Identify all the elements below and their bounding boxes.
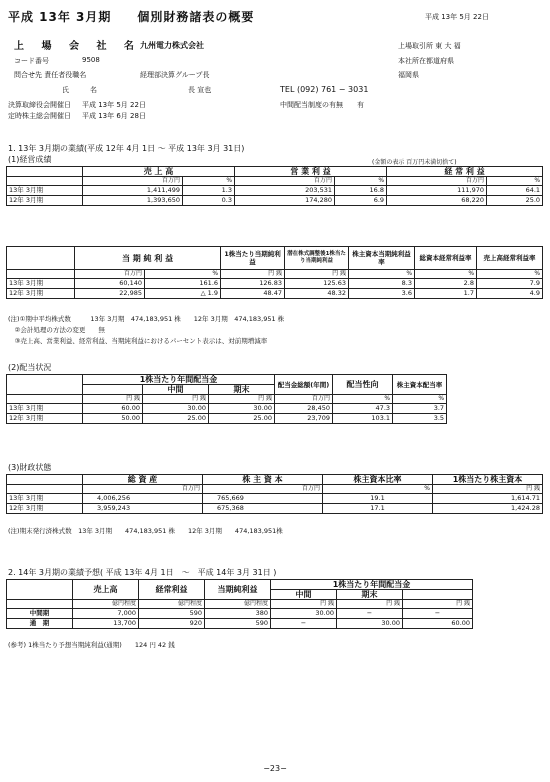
code-label: コード番号: [14, 57, 49, 65]
col-forecast-interim: 中間: [271, 590, 337, 600]
table-row: 13年 3月期 1,411,499 1.3 203,531 16.8 111,970 64.1: [7, 186, 543, 196]
tel: TEL (092) 761 − 3031: [280, 85, 369, 94]
col-forecast-net: 当期純利益: [205, 580, 271, 600]
col-forecast-sales: 売上高: [73, 580, 139, 600]
col-equity: 株 主 資 本: [203, 475, 323, 485]
col-operating-income: 営 業 利 益: [235, 167, 387, 177]
col-sales: 売 上 高: [83, 167, 235, 177]
table-row: 13年 3月期 60,140 161.6 126.83 125.63 8.3 2.8 7.9: [7, 279, 543, 289]
results-table-2: 当 期 純 利 益 1株当たり当期純利益 潜在株式調整後1株当たり当期純利益 株主資本当期純利益率 総資本経常利益率 売上高経常利益率 百万円 % 円 銭 円 銭 % % % 13年 3月期 60,140 161.6 126.83 125.63 8.3 2.8 7.9 12年 3月期 22,985 △ 1.9 48.47 48.32 3.6 1.7 4.9: [6, 246, 543, 299]
results-table-1: 売 上 高 営 業 利 益 経 常 利 益 百万円 % 百万円 % 百万円 % 13年 3月期 1,411,499 1.3 203,531 16.8 111,970 64.1 12年 3月期 1,393,650 0.3 174,280 6.9 68,220 25.0: [6, 166, 543, 206]
section-1-heading: 1. 13年 3月期の業績(平成 12年 4月 1日 〜 平成 13年 3月 31日): [8, 144, 245, 153]
table-row: 12年 3月期 50.00 25.00 25.00 23,709 103.1 3.5: [7, 414, 447, 424]
contact-name: 長 宣也: [188, 86, 212, 94]
board-date: 平成 13年 5月 22日: [82, 101, 146, 109]
col-equity-ratio: 株主資本比率: [323, 475, 433, 485]
table-row: 12年 3月期 22,985 △ 1.9 48.47 48.32 3.6 1.7 4.9: [7, 289, 543, 299]
col-final: 期末: [209, 385, 275, 395]
col-eps: 1株当たり当期純利益: [221, 247, 285, 270]
table-row: 通 期 13,700 920 590 − 30.00 60.00: [7, 619, 473, 629]
hq-label: 本社所在都道府県: [398, 57, 454, 65]
col-roa: 総資本経常利益率: [415, 247, 477, 270]
shares-note: (注)期末発行済株式数 13年 3月期 474,183,951 株 12年 3月期 474,183,951株: [8, 527, 283, 535]
note-2: ②会計処理の方法の変更 無: [8, 326, 105, 334]
financial-table: 総 資 産 株 主 資 本 株主資本比率 1株当たり株主資本 百万円 百万円 % 円 銭 13年 3月期 4,006,256 765,669 19.1 1,614.71 12年 3月期 3,959,243 675,368 17.1 1,424.28: [6, 474, 543, 514]
table-row: 中間期 7,000 590 380 30.00 − −: [7, 609, 473, 619]
table-row: 13年 3月期 4,006,256 765,669 19.1 1,614.71: [7, 494, 543, 504]
col-margin: 売上高経常利益率: [477, 247, 543, 270]
table-row: 12年 3月期 3,959,243 675,368 17.1 1,424.28: [7, 504, 543, 514]
section-financial: (3)財政状態: [8, 463, 52, 472]
col-bps: 1株当たり株主資本: [433, 475, 543, 485]
table-row: 13年 3月期 60.00 30.00 30.00 28,450 47.3 3.7: [7, 404, 447, 414]
col-total-assets: 総 資 産: [83, 475, 203, 485]
note-1: (注)①期中平均株式数 13年 3月期 474,183,951 株 12年 3月期 474,183,951 株: [8, 315, 285, 323]
board-label: 決算取締役会開催日: [8, 101, 71, 109]
col-ordinary-income: 経 常 利 益: [387, 167, 543, 177]
doc-title: 平成 13年 3月期 個別財務諸表の概要: [8, 10, 255, 24]
col-dividend-ratio: 株主資本配当率: [393, 375, 447, 395]
col-forecast-ordinary: 経常利益: [139, 580, 205, 600]
page-number: −23−: [263, 764, 287, 773]
agm-date: 平成 13年 6月 28日: [82, 112, 146, 120]
company-name: 九州電力株式会社: [140, 41, 204, 50]
col-interim: 中間: [143, 385, 209, 395]
col-total-dividend: 配当金総額(年間): [275, 375, 333, 395]
amount-unit-note: (金額の表示 百万円未満切捨て): [372, 159, 457, 166]
company-label: 上 場 会 社 名: [14, 41, 141, 52]
note-3: ③売上高、営業利益、経常利益、当期純利益におけるパーセント表示は、対前期増減率: [8, 337, 268, 345]
col-forecast-final: 期末: [337, 590, 403, 600]
forecast-heading: 2. 14年 3月期の業績予想( 平成 13年 4月 1日 〜 平成 14年 3月 31日 ): [8, 568, 277, 577]
forecast-note: (参考) 1株当たり予想当期純利益(通期) 124 円 42 銭: [8, 641, 175, 649]
code-value: 9508: [82, 56, 100, 64]
hq-value: 福岡県: [398, 71, 419, 79]
agm-label: 定時株主総会開催日: [8, 112, 71, 120]
contact-label: 問合せ先 責任者役職名: [14, 71, 87, 79]
col-annual-dividend: 1株当たり年間配当金: [83, 375, 275, 385]
col-roe: 株主資本当期純利益率: [349, 247, 415, 270]
col-diluted-eps: 潜在株式調整後1株当たり当期純利益: [285, 247, 349, 270]
table-row: 12年 3月期 1,393,650 0.3 174,280 6.9 68,220 25.0: [7, 196, 543, 206]
col-payout: 配当性向: [333, 375, 393, 395]
name-label: 氏 名: [62, 86, 97, 94]
col-forecast-dividend: 1株当たり年間配当金: [271, 580, 473, 590]
interim-dividend: 中間配当制度の有無 有: [280, 101, 364, 109]
report-date: 平成 13年 5月 22日: [425, 13, 489, 21]
forecast-table: 売上高 経常利益 当期純利益 1株当たり年間配当金 中間 期末 億円程度 億円程度 億円程度 円 銭 円 銭 円 銭 中間期 7,000 590 380 30.00 − − 通 期 13,700 920 590 − 30.00 60.00: [6, 579, 473, 629]
exchange: 上場取引所 東 大 福: [398, 42, 461, 50]
dividends-table: 1株当たり年間配当金 配当金総額(年間) 配当性向 株主資本配当率 中間 期末 円 銭 円 銭 円 銭 百万円 % % 13年 3月期 60.00 30.00 30.00 28,450 47.3 3.7 12年 3月期 50.00 25.00 25.00 23,709 103.1 3.5: [6, 374, 447, 424]
col-net-income: 当 期 純 利 益: [75, 247, 221, 270]
contact-title: 経理部決算グループ長: [140, 71, 210, 79]
section-dividends: (2)配当状況: [8, 363, 52, 372]
section-1-sub: (1)経営成績: [8, 155, 52, 164]
